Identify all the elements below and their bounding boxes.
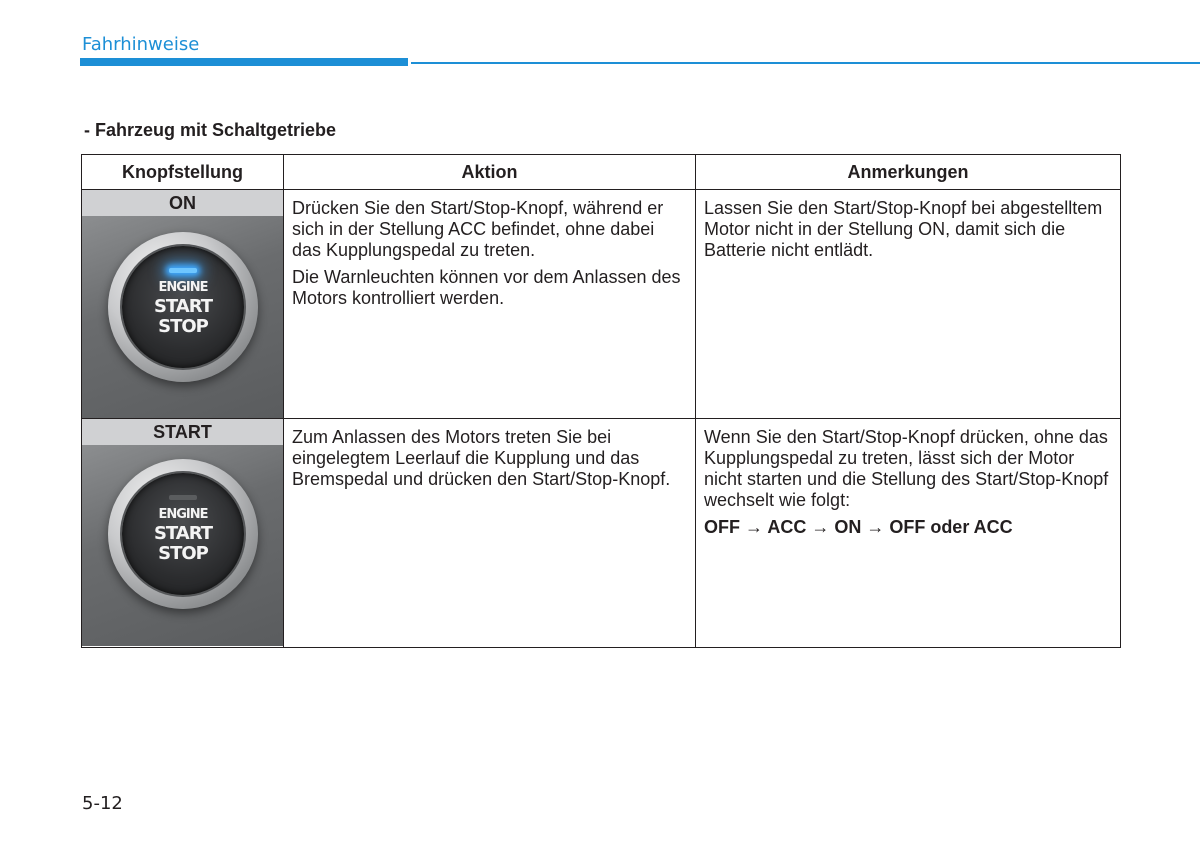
page-number: 5-12 <box>82 793 123 814</box>
notes-text: Wenn Sie den Start/Stop-Knopf drücken, ohne das Kupplungspedal zu treten, lässt sich der Motor nicht starten und die Stellung des Start/Stop-Knopf wechselt wie folgt: <box>704 427 1109 510</box>
position-cell <box>82 419 284 648</box>
indicator-led-icon <box>169 495 197 500</box>
column-header-notes: Anmerkungen <box>696 155 1121 190</box>
notes-text: Lassen Sie den Start/Stop-Knopf bei abgestelltem Motor nicht in der Stellung ON, damit sich die Batterie nicht entlädt. <box>704 198 1103 260</box>
button-text-engine: ENGINE <box>158 280 208 295</box>
button-face <box>122 473 244 595</box>
column-header-position: Knopfstellung <box>82 155 284 190</box>
notes-cell <box>696 190 1121 419</box>
action-text: Zum Anlassen des Motors treten Sie bei eingelegtem Leerlauf die Kupplung und das Bremspedal und drücken den Start/Stop-Knopf. <box>292 427 671 489</box>
action-cell <box>284 419 696 648</box>
action-text: Drücken Sie den Start/Stop-Knopf, während er sich in der Stellung ACC befindet, ohne dabei das Kupplungspedal zu treten. <box>292 198 664 260</box>
table-row <box>82 190 1121 419</box>
header-rule <box>411 62 1200 64</box>
button-chrome-ring <box>108 232 258 382</box>
button-text-stop: STOP <box>158 316 208 337</box>
button-face <box>122 246 244 368</box>
button-text-stop: STOP <box>158 543 208 564</box>
table-row <box>82 419 1121 648</box>
button-text-start: START <box>153 523 213 544</box>
notes-cell <box>696 419 1121 648</box>
engine-start-stop-button-image <box>82 445 283 646</box>
button-chrome-ring <box>108 459 258 609</box>
section-title: Fahrhinweise <box>82 34 200 55</box>
button-position-table <box>81 154 1121 648</box>
table-header-row <box>82 155 1121 190</box>
position-label: START <box>82 419 283 445</box>
position-cell <box>82 190 284 419</box>
header-bar-accent <box>80 58 408 66</box>
action-text: Die Warnleuchten können vor dem Anlassen des Motors kontrolliert werden. <box>292 267 681 308</box>
column-header-action: Aktion <box>284 155 696 190</box>
button-text-engine: ENGINE <box>158 507 208 522</box>
engine-start-stop-button-image <box>82 216 283 418</box>
button-text-start: START <box>153 296 213 317</box>
action-cell <box>284 190 696 419</box>
position-sequence: OFF → ACC → ON → OFF oder ACC <box>704 517 1013 537</box>
indicator-led-icon <box>169 268 197 273</box>
subheading: - Fahrzeug mit Schaltgetriebe <box>84 120 337 140</box>
position-label: ON <box>82 190 283 216</box>
